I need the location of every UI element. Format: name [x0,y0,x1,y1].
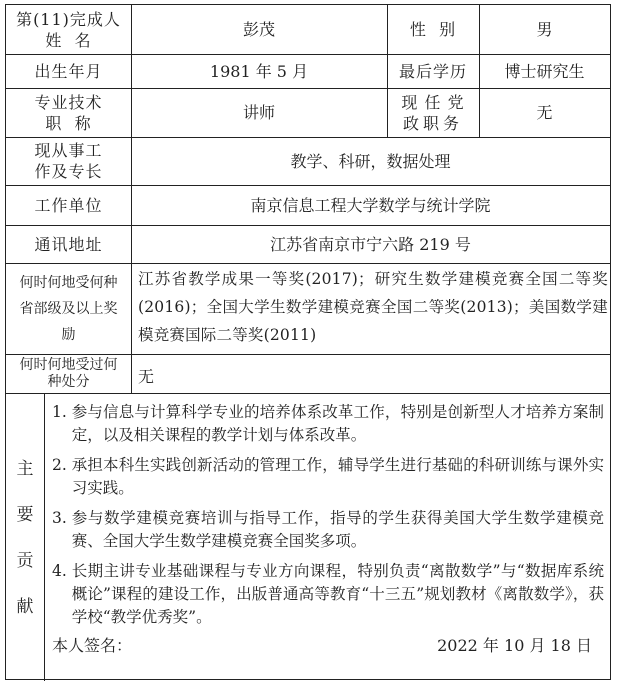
post-label [387,88,479,137]
work-label-line1: 现从事工 [34,141,103,160]
name-label-line2: 姓 名 [45,30,92,50]
awards-label [6,263,131,354]
personal-info-form [5,4,611,680]
birth-label: 出生年月 [34,61,103,81]
contribution-item [52,507,604,553]
punish-label-line2: 种处分 [47,373,90,390]
column-divider [44,393,45,681]
birth-value: 1981 年 5 月 [209,61,309,81]
awards-label-line2: 省部级及以上奖 [19,300,118,317]
contributions-label [6,395,44,681]
punish-label-line1: 何时何地受过何 [19,356,118,373]
education-label: 最后学历 [398,61,467,81]
contributions-label-char: 主 [16,459,34,479]
contribution-number: 4. [52,562,72,580]
title-label [6,88,131,137]
punish-value: 无 [138,366,155,386]
awards-label-line1: 何时何地受何种 [19,274,118,291]
contribution-number: 2. [52,456,72,474]
title-label-line2: 职 称 [45,113,92,133]
contribution-text: 参与信息与计算科学专业的培养体系改革工作，特别是创新型人才培养方案制定，以及相关课程的教学计划与体系改革。 [71,403,604,444]
contributions-label-char: 要 [16,505,34,525]
work-value: 教学、科研，数据处理 [290,151,451,171]
signature-date: 2022 年 10 月 18 日 [437,636,592,655]
post-value: 无 [536,103,553,122]
contribution-number: 3. [52,509,72,527]
punish-label [6,354,131,393]
awards-label-line3: 励 [61,326,76,343]
address-value: 江苏省南京市宁六路 219 号 [270,234,471,254]
gender-label: 性 别 [409,20,457,39]
address-label: 通讯地址 [34,234,103,254]
work-label-line2: 作及专长 [34,162,103,181]
post-label-line2: 政职务 [402,113,463,133]
contribution-text: 承担本科生实践创新活动的管理工作，辅导学生进行基础的科研训练与课外实习实践。 [71,456,604,497]
work-label [6,137,131,185]
title-value: 讲师 [242,103,275,122]
row-divider [6,393,610,394]
contribution-item [52,401,604,447]
contribution-item [52,454,604,500]
contribution-text: 参与数学建模竞赛培训与指导工作，指导的学生获得美国大学生数学建模竞赛、全国大学生数学建模竞赛全国奖多项。 [71,509,604,550]
contributions-list [52,401,604,636]
contributions-label-char: 献 [16,597,34,617]
awards-value: 江苏省教学成果一等奖(2017)；研究生数学建模竞赛全国二等奖(2016)；全国大学生数学建模竞赛全国二等奖(2013)；美国数学建模竞赛国际二等奖(2011) [138,270,608,344]
name-value: 彭茂 [242,20,275,39]
contribution-number: 1. [52,403,72,421]
education-value: 博士研究生 [504,61,585,81]
post-label-line1: 现 任 党 [401,92,465,112]
contribution-text: 长期主讲专业基础课程与专业方向课程，特别负责“离散数学”与“数据库系统概论”课程的建设工作，出版普通高等教育“十三五”规划教材《离散数学》，获学校“教学优秀奖”。 [71,562,604,626]
gender-value: 男 [536,20,553,39]
name-label-line1: 第(11)完成人 [16,9,121,29]
unit-label: 工作单位 [34,195,103,215]
unit-value: 南京信息工程大学数学与统计学院 [250,195,491,215]
title-label-line1: 专业技术 [34,92,103,112]
signature-label: 本人签名： [52,636,133,655]
contribution-item [52,560,604,629]
name-label [6,5,131,54]
contributions-label-char: 贡 [16,551,34,571]
